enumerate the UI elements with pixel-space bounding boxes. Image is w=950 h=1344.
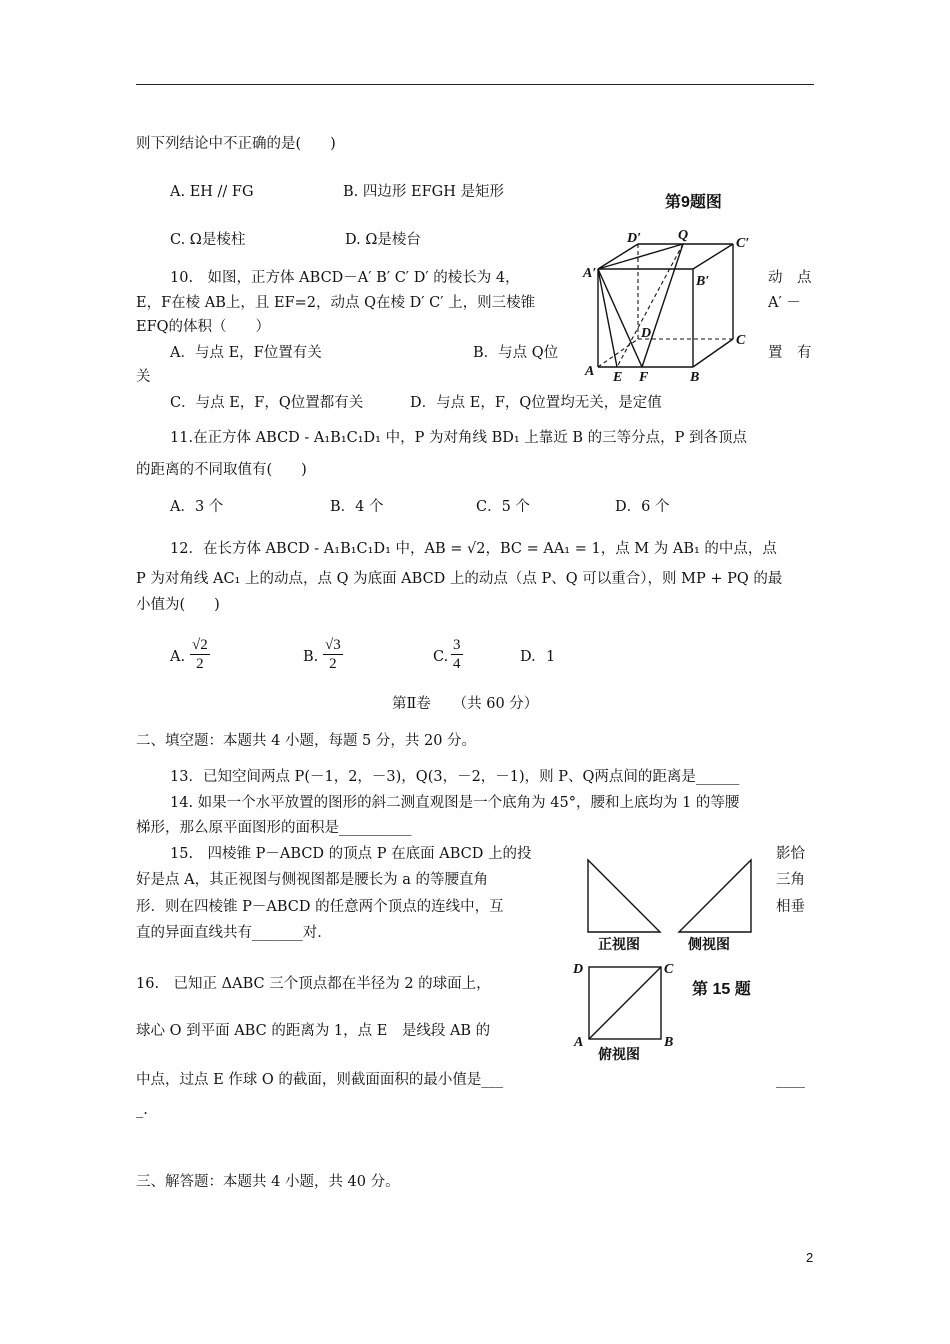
q12-option-a-numerator: √2	[192, 637, 208, 653]
q10-option-b-right: 置 有	[768, 345, 812, 361]
q14-line2: 梯形，那么原平面图形的面积是__________	[136, 820, 412, 836]
q15-line3: 形．则在四棱锥 P－ABCD 的任意两个顶点的连线中，互	[136, 899, 504, 915]
q9-tail: 则下列结论中不正确的是( )	[136, 136, 336, 152]
part2-section: 二、填空题：本题共 4 小题，每题 5 分，共 20 分。	[136, 733, 477, 749]
q11-line2: 的距离的不同取值有( )	[136, 462, 307, 478]
q15-line4: 直的异面直线共有_______对．	[136, 925, 332, 941]
q12-line3: 小值为( )	[136, 597, 220, 613]
cube-label-dprime: D′	[627, 231, 642, 246]
q12-option-b-numerator: √3	[325, 637, 341, 653]
q12-line1: 12．在长方体 ABCD - A₁B₁C₁D₁ 中，AB = √2，BC = AA₁ = 1，点 M 为 AB₁ 的中点，点	[170, 541, 777, 557]
side-view-caption: 侧视图	[688, 936, 730, 952]
q12-option-c-fraction	[451, 636, 463, 673]
cube-label-e: E	[613, 370, 623, 385]
cube-figure	[580, 224, 780, 389]
q13: 13．已知空间两点 P(－1，2，－3)，Q(3，－2，－1)，则 P、Q两点间的距离是______	[170, 769, 740, 785]
front-view-caption: 正视图	[598, 936, 640, 952]
q12-option-b-label: B.	[303, 649, 319, 665]
part2-title: 第Ⅱ卷 （共 60 分）	[392, 696, 539, 712]
q9-option-b: B. 四边形 EFGH 是矩形	[343, 184, 504, 200]
q16-line4: _.	[136, 1102, 148, 1118]
q15-line2: 好是点 A，其正视图与侧视图都是腰长为 a 的等腰直角	[136, 872, 488, 888]
cube-label-d: D	[641, 326, 652, 341]
q15-line1-right: 影恰	[776, 846, 805, 862]
q16-line3: 中点，过点 E 作球 O 的截面，则截面面积的最小值是___	[136, 1072, 504, 1088]
q12-option-d-label: D.	[520, 649, 536, 665]
q12-option-d-value: 1	[546, 649, 556, 665]
top-view-label-c: C	[664, 962, 674, 977]
q12-option-a-fraction	[190, 636, 210, 673]
q14-line1: 14. 如果一个水平放置的图形的斜二测直观图是一个底角为 45°，腰和上底均为 1 的等腰	[170, 795, 740, 811]
q10-option-a: A．与点 E，F位置有关	[170, 345, 322, 361]
q10-option-b: B．与点 Q位	[473, 345, 559, 361]
q10-line3: EFQ的体积（ ）	[136, 319, 271, 335]
q11-option-d: D．6 个	[615, 499, 670, 515]
top-view-label-a: A	[574, 1035, 584, 1050]
cube-label-q: Q	[678, 228, 689, 243]
q16-line3-right: ____	[776, 1072, 805, 1088]
header-rule	[136, 84, 814, 85]
page-number: 2	[806, 1250, 814, 1265]
q9-option-c: C. Ω是棱柱	[170, 232, 246, 248]
q12-option-c-label: C.	[433, 649, 449, 665]
q9-option-d: D. Ω是棱台	[345, 232, 421, 248]
cube-label-aprime: A′	[583, 266, 597, 281]
side-view-triangle	[679, 860, 751, 932]
q10-line2: E，F在棱 AB上，且 EF=2，动点 Q在棱 D′ C′ 上，则三棱锥	[136, 295, 536, 311]
q15-line2-right: 三角	[776, 872, 805, 888]
q11-option-c: C．5 个	[476, 499, 530, 515]
q11-line1: 11.在正方体 ABCD - A₁B₁C₁D₁ 中，P 为对角线 BD₁ 上靠近 B 的三等分点，P 到各顶点	[170, 430, 748, 446]
q9-option-a: A. EH // FG	[170, 184, 254, 200]
q16-line2: 球心 O 到平面 ABC 的距离为 1，点 E 是线段 AB 的	[136, 1023, 491, 1039]
q15-figure-title: 第 15 题	[692, 981, 751, 998]
top-view-label-d: D	[573, 962, 584, 977]
three-view-figure	[570, 852, 760, 1067]
q11-option-b: B．4 个	[330, 499, 384, 515]
cube-label-a: A	[585, 364, 595, 379]
q10-line2-right: A′ －	[768, 295, 801, 311]
cube-label-c: C	[736, 333, 746, 348]
front-view-triangle	[588, 860, 660, 932]
q9-figure-title: 第9题图	[665, 194, 722, 211]
cube-label-cprime: C′	[736, 236, 750, 251]
q12-option-a-denominator: 2	[196, 656, 204, 672]
top-view-caption: 俯视图	[598, 1046, 640, 1062]
q12-line2: P 为对角线 AC₁ 上的动点，点 Q 为底面 ABCD 上的动点（点 P、Q 可以重合），则 MP + PQ 的最	[136, 571, 783, 587]
cube-label-bprime: B′	[696, 274, 710, 289]
cube-label-b: B	[690, 370, 700, 385]
q12-option-b-denominator: 2	[329, 656, 337, 672]
q16-line1: 16. 已知正 ΔABC 三个顶点都在半径为 2 的球面上，	[136, 976, 491, 992]
q10-line1: 10. 如图，正方体 ABCD－A′ B′ C′ D′ 的棱长为 4，	[170, 270, 520, 286]
top-view-label-b: B	[664, 1035, 674, 1050]
q12-option-c-denominator: 4	[453, 656, 461, 672]
q12-option-b-fraction	[323, 636, 343, 673]
q15-line1: 15. 四棱锥 P－ABCD 的顶点 P 在底面 ABCD 上的投	[170, 846, 532, 862]
q10-line1-right: 动 点	[768, 270, 812, 286]
q15-line3-right: 相垂	[776, 899, 805, 915]
q12-option-c-numerator: 3	[453, 637, 461, 653]
part3-section: 三、解答题：本题共 4 小题，共 40 分。	[136, 1174, 400, 1190]
q10-option-d: D．与点 E，F，Q位置均无关，是定值	[410, 395, 662, 411]
q10-option-b-end: 关	[136, 369, 151, 385]
cube-label-f: F	[639, 370, 649, 385]
q11-option-a: A．3 个	[170, 499, 224, 515]
q12-option-a-label: A.	[170, 649, 186, 665]
q10-option-c: C．与点 E，F，Q位置都有关	[170, 395, 364, 411]
